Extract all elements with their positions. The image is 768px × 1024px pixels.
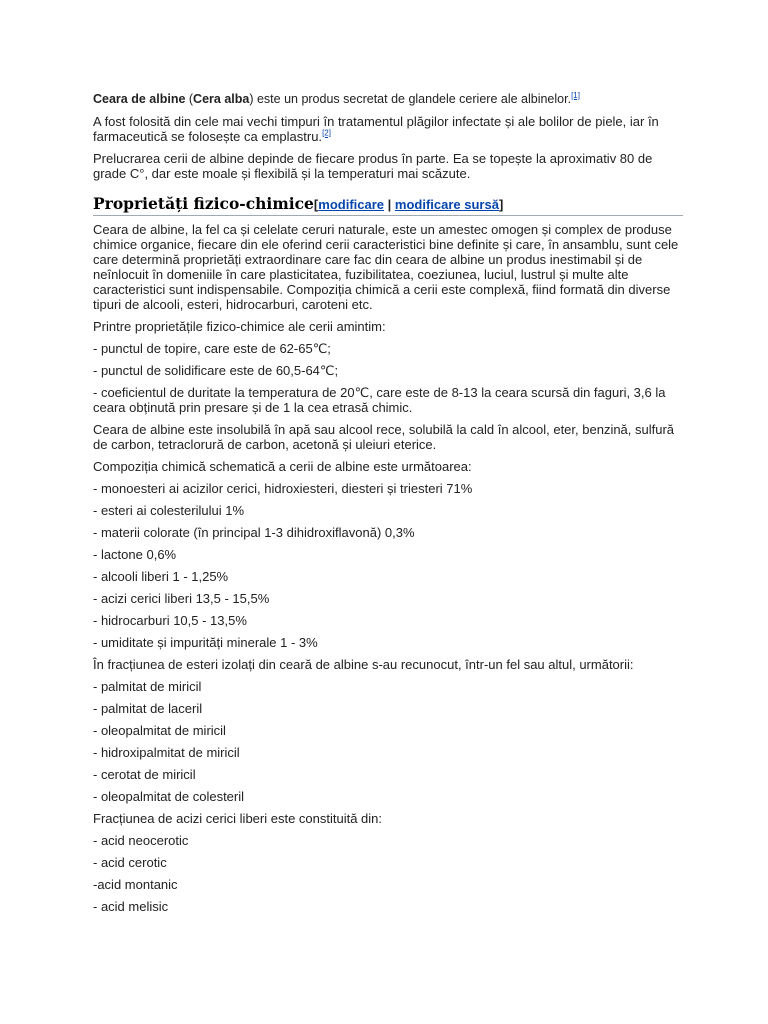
list-item: - palmitat de laceril [93, 701, 203, 716]
list-item: - cerotat de miricil [93, 767, 196, 782]
list-item: -acid montanic [93, 877, 178, 892]
list-item: - oleopalmitat de colesteril [93, 789, 245, 804]
latin-open: ( [185, 92, 194, 106]
list-item: - materii colorate (în principal 1-3 dihidroxiflavonă) 0,3% [93, 525, 415, 540]
list-item: - punctul de topire, care este de 62-65℃; [93, 341, 331, 356]
article-content [93, 92, 683, 921]
list-item: - esteri ai colesterilului 1% [93, 503, 245, 518]
edit-source-link[interactable]: modificare sursă [394, 197, 499, 212]
list-item: - acizi cerici liberi 13,5 - 15,5% [93, 591, 270, 606]
usage-paragraph [93, 114, 683, 144]
list-item: - punctul de solidificare este de 60,5-64℃; [93, 363, 339, 378]
list-item: - palmitat de miricil [93, 679, 202, 694]
list-item: - hidroxipalmitat de miricil [93, 745, 240, 760]
usage-text: A fost folosită din cele mai vechi timpuri în tratamentul plăgilor infectate și ale bolilor de piele, iar în farmaceutică se folosește ca emplastru. [93, 114, 659, 144]
latin-name: Cera alba [193, 92, 250, 106]
list-item: - coeficientul de duritate la temperatura de 20℃, care este de 8-13 la ceara scursă din faguri, 3,6 la ceara obținută prin presare și de 1 la cea etrasă chimic. [93, 385, 666, 415]
composition-heading-text: Compoziția chimică schematică a cerii de albine este următoarea: [93, 459, 472, 474]
edit-section-links [314, 197, 503, 212]
composition-intro-paragraph: Ceara de albine, la fel ca și celelate ceruri naturale, este un amestec omogen și complex de produse chimice organice, fiecare din ele oferind cerii caracteristici bine definite și care, în ansamblu, sunt cele care determină proprietăți extraordinare care fac din ceara de albine un produs inestimabil și de neînlocuit în domeniile în care plasticitatea, fuzibilitatea, coeziunea, luciul, lustrul și multe alte caracteristici sunt indispensabile. Compoziția chimică a cerii este complexă, fiind formată din diverse tipuri de alcooli, esteri, hidrocarburi, caroteni etc. [93, 222, 679, 312]
processing-paragraph: Prelucrarea cerii de albine depinde de fiecare produs în parte. Ea se topește la aproximativ 80 de grade C°, dar este moale și flexibilă și la temperaturi mai scăzute. [93, 151, 653, 181]
section-title: Proprietăți fizico-chimice [93, 194, 314, 213]
acids-intro: Fracțiunea de acizi cerici liberi este constituită din: [93, 811, 383, 826]
list-item: - acid melisic [93, 899, 169, 914]
term-bold: Ceara de albine [93, 92, 186, 106]
section-heading [93, 196, 683, 216]
list-item: - acid cerotic [93, 855, 167, 870]
intro-paragraph [93, 92, 683, 107]
reference-2-link[interactable]: [2] [322, 128, 331, 138]
bracket-open: [ [313, 197, 319, 212]
list-item: - umiditate și impurități minerale 1 - 3% [93, 635, 318, 650]
list-item: - alcooli liberi 1 - 1,25% [93, 569, 229, 584]
list-item: - acid neocerotic [93, 833, 189, 848]
esters-intro: În fracțiunea de esteri izolați din ceară de albine s-au recunocut, într-un fel sau altul, următorii: [93, 657, 634, 672]
edit-link[interactable]: modificare [318, 197, 385, 212]
list-item: - hidrocarburi 10,5 - 13,5% [93, 613, 247, 628]
bracket-close: ] [498, 197, 504, 212]
solubility-paragraph: Ceara de albine este insolubilă în apă sau alcool rece, solubilă la cald în alcool, eter, benzină, sulfură de carbon, tetraclorură de carbon, acetonă și uleiuri eterice. [93, 422, 675, 452]
list-item: - lactone 0,6% [93, 547, 177, 562]
properties-intro: Printre proprietățile fizico-chimice ale cerii amintim: [93, 319, 386, 334]
edit-separator: | [384, 197, 395, 212]
reference-1-link[interactable]: [1] [571, 90, 580, 100]
list-item: - oleopalmitat de miricil [93, 723, 226, 738]
list-item: - monoesteri ai acizilor cerici, hidroxiesteri, diesteri și triesteri 71% [93, 481, 473, 496]
intro-rest: ) este un produs secretat de glandele ceriere ale albinelor. [249, 92, 572, 106]
